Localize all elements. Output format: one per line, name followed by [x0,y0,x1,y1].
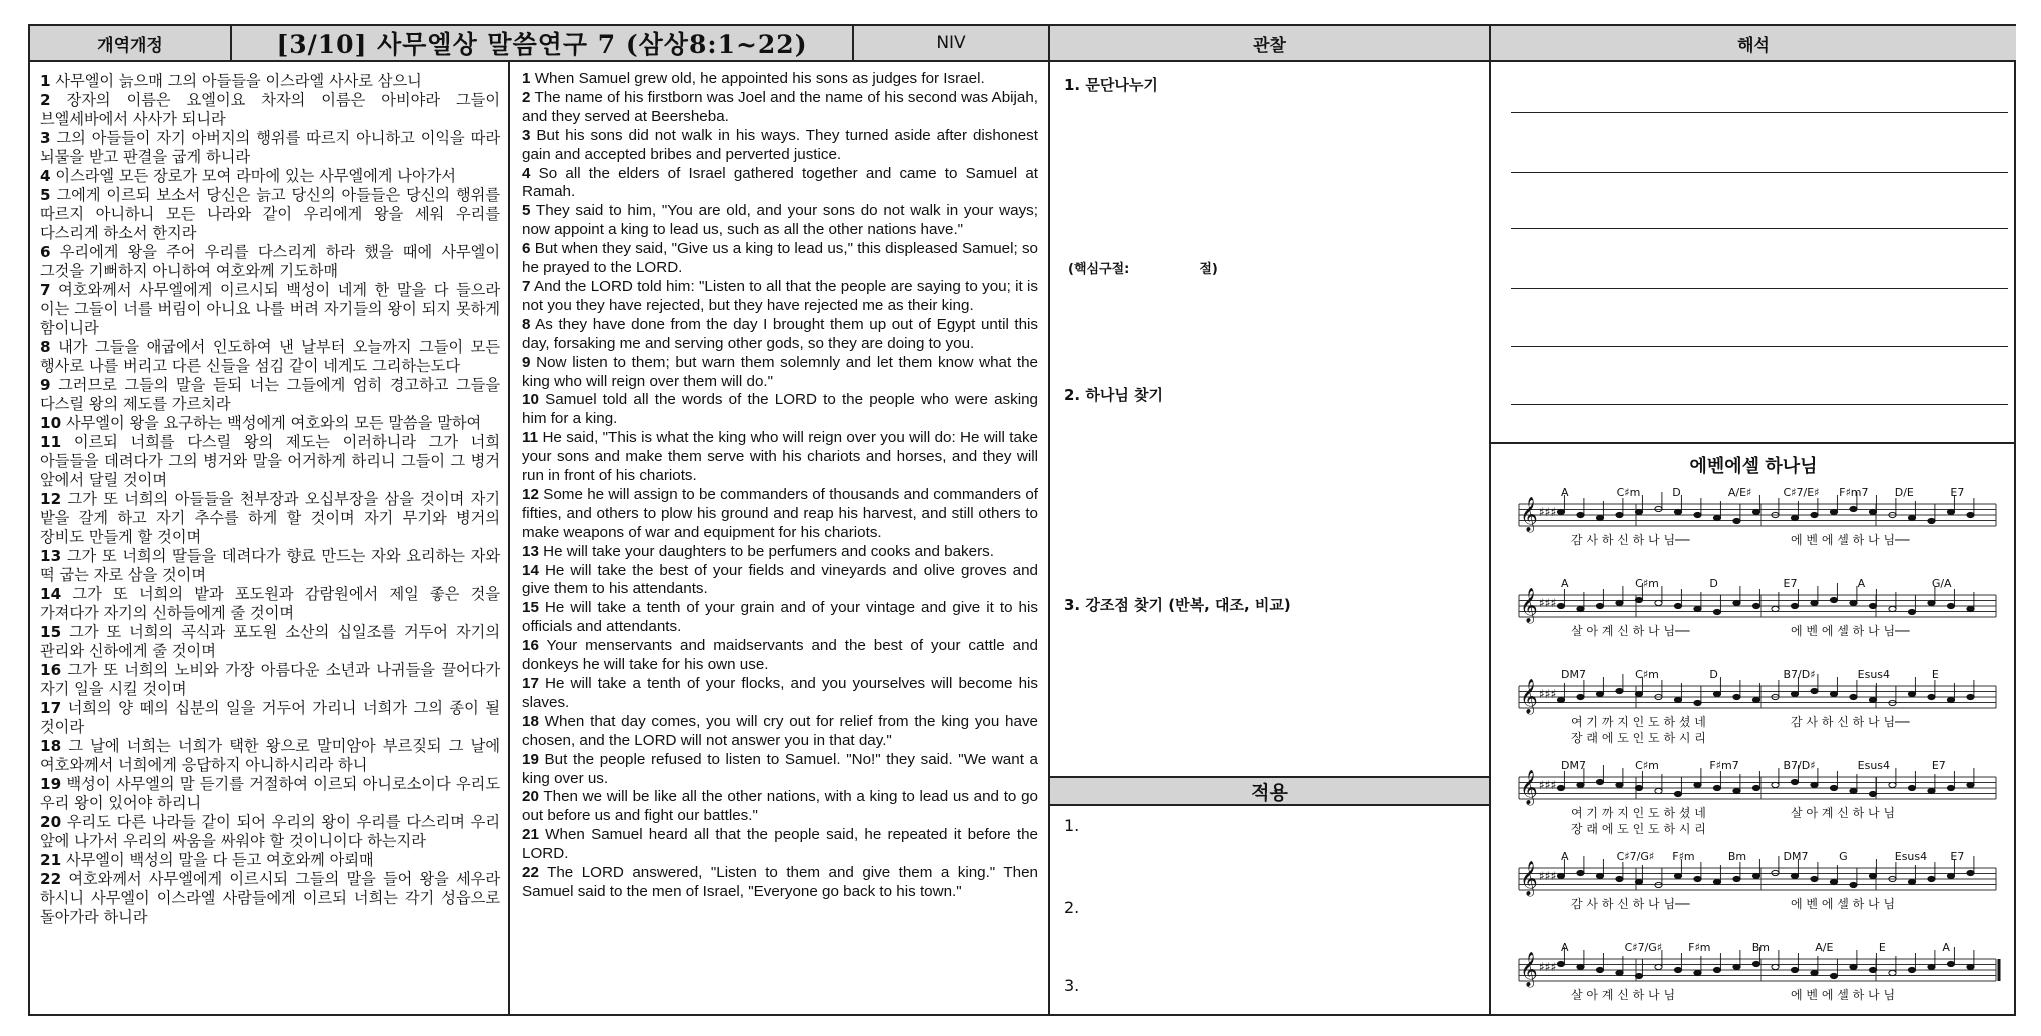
verse-text: 백성이 사무엘의 말 듣기를 거절하여 이르되 아니로소이다 우리도 우리 왕이 있어야 하리니 [40,775,500,812]
verse-number: 8 [522,315,531,333]
treble-clef-icon: 𝄞 [1520,770,1538,805]
verse-text: 너희의 양 떼의 십분의 일을 거두어 가리니 너희가 그의 종이 될 것이라 [40,699,501,736]
verse-number: 5 [522,202,531,220]
header-translation-kor: 개역개정 [30,26,232,62]
chord-label: E [1931,668,1939,681]
verse-number: 21 [40,851,62,869]
lyric-line: 감 사 하 신 하 나 님── [1791,715,1910,729]
eng-verse-7 [522,278,1038,316]
verse-text: 그가 또 너희의 밭과 포도원과 감람원에서 제일 좋은 것을 가져다가 자기의 신하들에게 줄 것이며 [40,585,501,622]
key-signature-icon: ♯♯♯ [1539,687,1557,701]
chord-label: F♯m7 [1709,759,1739,772]
chord-label: F♯m7 [1839,486,1869,499]
verse-number: 16 [522,637,539,655]
verse-number: 10 [40,414,62,432]
chord-label: C♯7/E♯ [1783,486,1820,499]
eng-verse-3 [522,127,1038,165]
verse-text: 그가 또 너희의 딸들을 데려다가 향료 만드는 자와 요리하는 자와 떡 굽는 자로 삼을 것이며 [40,547,501,584]
eng-verse-19 [522,751,1038,789]
lyric-line: 감 사 하 신 하 나 님── [1571,897,1690,911]
verse-text: 그러므로 그들의 말을 듣되 너는 그들에게 엄히 경고하고 그들을 다스릴 왕의 제도를 가르치라 [40,376,501,413]
kor-verse-20 [40,813,500,851]
verse-number: 4 [522,164,531,182]
verse-number: 1 [522,70,531,87]
verse-number: 20 [40,813,62,831]
music-system-2 [1519,577,1996,638]
verse-number: 2 [40,91,51,109]
kor-verse-21 [40,851,500,870]
key-signature-icon: ♯♯♯ [1539,596,1557,610]
eng-verse-17 [522,675,1038,713]
verse-number: 14 [40,585,62,603]
verse-number: 18 [522,712,539,730]
treble-clef-icon: 𝄞 [1520,679,1538,714]
lyric-line: 장 래 에 도 인 도 하 시 리 [1571,822,1706,836]
study-sheet [28,24,2016,1016]
verse-text: 그가 또 너희의 노비와 가장 아름다운 소년과 나귀들을 끌어다가 자기 일을 시킬 것이며 [40,661,501,698]
verse-text: But when they said, "Give us a king to lead us," this displeased Samuel; so he prayed to the LORD. [522,240,1038,277]
chord-label: F♯m [1688,941,1711,954]
eng-verse-13 [522,543,1038,562]
verse-text: Your menservants and maidservants and the best of your cattle and donkeys he will take for his own use. [522,637,1038,674]
chord-label: C♯m [1635,759,1659,772]
chord-label: A [1561,850,1569,863]
chord-label: B7/D♯ [1783,759,1816,772]
writing-line [1511,112,2008,113]
chord-label: C♯7/G♯ [1624,941,1663,954]
verse-number: 19 [522,750,539,768]
chord-label: C♯m [1635,668,1659,681]
verse-number: 13 [522,542,539,560]
chord-label: D [1709,668,1718,681]
verse-text: They said to him, "You are old, and your sons do not walk in your ways; now appoint a king to lead us, such as all the other nations have." [522,202,1038,239]
eng-verse-10 [522,391,1038,429]
application-header: 적용 [1050,776,1489,806]
verse-text: Now listen to them; but warn them solemnly and let them know what the king who will reign over them will do." [522,353,1038,390]
chord-label: C♯m [1635,577,1659,590]
kor-verse-9 [40,376,500,414]
verse-text: 장자의 이름은 요엘이요 차자의 이름은 아비야라 그들이 브엘세바에서 사사가 되니라 [40,91,500,128]
application-item-2: 2. [1064,898,1080,917]
lyric-line: 여 기 까 지 인 도 하 셨 네 [1571,715,1706,729]
verse-text: Then we will be like all the other nations, with a king to lead us and to go out before us and fight our battles." [522,788,1038,825]
eng-verse-22 [522,864,1038,902]
korean-text-column [30,62,510,1014]
verse-number: 15 [522,599,539,617]
lyric-line: 여 기 까 지 인 도 하 셨 네 [1571,806,1706,820]
verse-number: 1 [40,72,51,90]
verse-number: 20 [522,788,539,806]
chord-label: Bm [1751,941,1770,954]
treble-clef-icon: 𝄞 [1520,861,1538,896]
chord-label: D [1672,486,1681,499]
application-item-3: 3. [1064,976,1080,995]
verse-text: When Samuel heard all that the people said, he repeated it before the LORD. [522,826,1038,863]
kor-verse-1 [40,72,500,91]
verse-text: 사무엘이 백성의 말을 다 듣고 여호와께 아뢰매 [65,851,374,869]
lyric-line: 살 아 계 신 하 나 님 [1791,806,1896,820]
key-signature-icon: ♯♯♯ [1539,505,1557,519]
writing-line [1511,346,2008,347]
key-signature-icon: ♯♯♯ [1539,960,1557,974]
verse-text: 이스라엘 모든 장로가 모여 라마에 있는 사무엘에게 나아가서 [55,167,456,185]
treble-clef-icon: 𝄞 [1520,952,1538,987]
verse-number: 11 [40,433,62,451]
key-signature-icon: ♯♯♯ [1539,869,1557,883]
header-interpretation: 해석 [1491,26,2016,62]
eng-verse-11 [522,429,1038,486]
verse-text: The LORD answered, "Listen to them and give them a king." Then Samuel said to the men of Israel, "Everyone go back to his town." [522,864,1038,900]
verse-text: Some he will assign to be commanders of thousands and commanders of fifties, and others to plow his ground and reap his harvest, and still others to make weapons of war and equipment for his chariots. [522,485,1038,541]
hymn-sheet-music [1491,442,2016,1014]
chord-label: E7 [1931,759,1946,772]
kor-verse-6 [40,243,500,281]
verse-number: 22 [522,864,539,882]
verse-number: 17 [40,699,62,717]
verse-number: 12 [522,485,539,503]
lyric-line: 장 래 에 도 인 도 하 시 리 [1571,731,1706,745]
application-item-1: 1. [1064,816,1080,835]
chord-label: D/E [1894,486,1914,499]
writing-line [1511,172,2008,173]
verse-text: 내가 그들을 애굽에서 인도하여 낸 날부터 오늘까지 그들이 모든 행사로 나를 버리고 다른 신들을 섬김 같이 네게도 그리하는도다 [40,338,501,375]
kor-verse-7 [40,281,500,338]
verse-text: 우리도 다른 나라들 같이 되어 우리의 왕이 우리를 다스리며 우리 앞에 나가서 우리의 싸움을 싸워야 할 것이니이다 하는지라 [40,813,501,850]
verse-text: Samuel told all the words of the LORD to the people who were asking him for a king. [522,391,1038,428]
verse-number: 2 [522,88,531,106]
chord-label: A [1857,577,1866,590]
verse-number: 6 [522,240,531,258]
treble-clef-icon: 𝄞 [1520,497,1538,532]
hymn-title: 에벤에셀 하나님 [1689,456,1818,477]
kor-verse-18 [40,737,500,775]
verse-text: And the LORD told him: "Listen to all that the people are saying to you; it is not you they have rejected, but they have rejected me as their king. [522,277,1038,314]
verse-text: He will take a tenth of your grain and of your vintage and give it to his officials and attendants. [522,599,1038,636]
treble-clef-icon: 𝄞 [1520,588,1538,623]
eng-verse-9 [522,354,1038,392]
eng-verse-14 [522,562,1038,600]
music-system-5 [1519,850,1996,911]
verse-number: 9 [40,376,51,394]
chord-label: DM7 [1561,668,1586,681]
kor-verse-22 [40,870,500,927]
verse-text: But the people refused to listen to Samuel. "No!" they said. "We want a king over us. [522,750,1038,787]
english-text-column [510,62,1050,1014]
chord-label: A [1561,486,1569,499]
chord-label: E [1878,941,1886,954]
eng-verse-8 [522,316,1038,354]
eng-verse-15 [522,599,1038,637]
verse-number: 12 [40,490,62,508]
chord-label: E7 [1950,486,1965,499]
kor-verse-4 [40,167,500,186]
kor-verse-10 [40,414,500,433]
page-title: [3/10] 사무엘상 말씀연구 7 (삼상8:1~22) [232,26,854,62]
chord-label: B7/D♯ [1783,668,1816,681]
verse-text: The name of his firstborn was Joel and the name of his second was Abijah, and they served at Beersheba. [522,88,1038,125]
verse-text: He will take the best of your fields and vineyards and olive groves and give them to his attendants. [522,561,1038,598]
verse-text: He said, "This is what the king who will reign over you will do: He will take your sons and make them serve with his chariots and horses, and they will run in front of his chariots. [522,429,1038,485]
chord-label: Esus4 [1894,850,1928,863]
eng-verse-18 [522,713,1038,751]
lyric-line: 살 아 계 신 하 나 님── [1571,624,1690,638]
verse-text: 그 날에 너희는 너희가 택한 왕으로 말미암아 부르짖되 그 날에 여호와께서 너희에게 응답하지 아니하시리라 하니 [40,737,501,774]
kor-verse-15 [40,623,500,661]
observation-item-2: 2. 하나님 찾기 [1064,386,1164,404]
verse-text: 이르되 너희를 다스릴 왕의 제도는 이러하니라 그가 너희 아들들을 데려다가 그의 병거와 말을 어거하게 하리니 그들이 그 병거 앞에서 달릴 것이며 [40,433,501,489]
verse-text: 그에게 이르되 보소서 당신은 늙고 당신의 아들들은 당신의 행위를 따르지 아니하니 모든 나라와 같이 우리에게 왕을 세워 우리를 다스리게 하소서 한지라 [40,186,500,242]
kor-verse-12 [40,490,500,547]
verse-number: 18 [40,737,62,755]
kor-verse-16 [40,661,500,699]
kor-verse-19 [40,775,500,813]
lyric-line: 감 사 하 신 하 나 님── [1571,533,1690,547]
eng-verse-12 [522,486,1038,543]
lyric-line: 살 아 계 신 하 나 님 [1571,988,1676,1002]
verse-text: When Samuel grew old, he appointed his sons as judges for Israel. [534,70,985,87]
observation-column [1050,62,1491,1014]
chord-label: A [1561,941,1569,954]
verse-text: 사무엘이 늙으매 그의 아들들을 이스라엘 사사로 삼으니 [55,72,422,90]
key-signature-icon: ♯♯♯ [1539,778,1557,792]
observation-item-3: 3. 강조점 찾기 (반복, 대조, 비교) [1064,596,1291,614]
verse-text: 우리에게 왕을 주어 우리를 다스리게 하라 했을 때에 사무엘이 그것을 기뻐하지 아니하여 여호와께 기도하매 [40,243,500,280]
verse-text: 사무엘이 왕을 요구하는 백성에게 여호와의 모든 말씀을 말하여 [65,414,482,432]
verse-text: When that day comes, you will cry out for relief from the king you have chosen, and the LORD will not answer you in that day." [522,712,1038,749]
chord-label: A/E♯ [1727,486,1752,499]
chord-label: A [1942,941,1950,954]
verse-number: 15 [40,623,62,641]
lyric-line: 에 벤 에 셀 하 나 님── [1791,624,1910,638]
verse-number: 13 [40,547,62,565]
music-system-1 [1519,486,1996,547]
verse-number: 11 [522,429,539,447]
sheet-music-staves [1491,476,2012,1014]
lyric-line: 에 벤 에 셀 하 나 님── [1791,533,1910,547]
chord-label: DM7 [1561,759,1586,772]
eng-verse-2 [522,89,1038,127]
kor-verse-5 [40,186,500,243]
verse-number: 8 [40,338,51,356]
verse-number: 17 [522,675,539,692]
lyric-line: 에 벤 에 셀 하 나 님 [1791,897,1896,911]
chord-label: C♯m [1616,486,1641,499]
verse-number: 3 [40,129,51,147]
chord-label: F♯m [1672,850,1695,863]
kor-verse-14 [40,585,500,623]
verse-number: 21 [522,826,539,844]
verse-text: But his sons did not walk in his ways. They turned aside after dishonest gain and accepted bribes and perverted justice. [522,126,1038,163]
header-translation-eng: NIV [854,26,1050,62]
lyric-line: 에 벤 에 셀 하 나 님 [1791,988,1896,1002]
verse-text: 그가 또 너희의 곡식과 포도원 소산의 십일조를 거두어 자기의 관리와 신하에게 줄 것이며 [40,623,501,660]
verse-text: He will take your daughters to be perfumers and cooks and bakers. [543,542,994,560]
verse-number: 14 [522,561,539,579]
kor-verse-13 [40,547,500,585]
eng-verse-5 [522,202,1038,240]
header-observation: 관찰 [1050,26,1491,62]
kor-verse-17 [40,699,500,737]
chord-label: E7 [1783,577,1798,590]
verse-number: 3 [522,126,531,144]
key-verse-label: (핵심구절: 절) [1068,262,1218,277]
verse-number: 22 [40,870,62,888]
eng-verse-6 [522,240,1038,278]
verse-number: 9 [522,353,531,371]
verse-number: 7 [522,277,531,295]
verse-number: 5 [40,186,51,204]
observation-item-1: 1. 문단나누기 [1064,76,1158,94]
interpretation-column [1491,62,2016,1014]
eng-verse-20 [522,788,1038,826]
chord-label: A [1561,577,1569,590]
kor-verse-11 [40,433,500,490]
eng-verse-4 [522,165,1038,203]
verse-number: 19 [40,775,62,793]
verse-text: As they have done from the day I brought them up out of Egypt until this day, forsaking me and serving other gods, so they are doing to you. [522,315,1038,352]
verse-text: 그가 또 너희의 아들들을 천부장과 오십부장을 삼을 것이며 자기 밭을 갈게 하고 자기 추수를 하게 할 것이며 자기 무기와 병거의 장비도 만들게 할 것이며 [40,490,501,546]
chord-label: A/E [1815,941,1834,954]
kor-verse-3 [40,129,500,167]
kor-verse-8 [40,338,500,376]
chord-label: DM7 [1783,850,1809,863]
verse-text: He will take a tenth of your flocks, and you yourselves will become his slaves. [522,675,1038,711]
chord-label: Bm [1727,850,1747,863]
music-system-4 [1519,759,1996,836]
verse-number: 4 [40,167,51,185]
verse-number: 16 [40,661,62,679]
chord-label: C♯7/G♯ [1616,850,1655,863]
chord-label: G [1839,850,1848,863]
eng-verse-21 [522,826,1038,864]
writing-line [1511,404,2008,405]
verse-text: 그의 아들들이 자기 아버지의 행위를 따르지 아니하고 이익을 따라 뇌물을 받고 판결을 굽게 하니라 [40,129,500,166]
verse-number: 7 [40,281,51,299]
verse-text: 여호와께서 사무엘에게 이르시되 그들의 말을 들어 왕을 세우라 하시니 사무엘이 이스라엘 사람들에게 이르되 너희는 각기 성읍으로 돌아가라 하니라 [40,870,501,926]
writing-line [1511,288,2008,289]
verse-text: 여호와께서 사무엘에게 이르시되 백성이 네게 한 말을 다 들으라 이는 그들이 너를 버림이 아니요 나를 버려 자기들의 왕이 되지 못하게 함이니라 [40,281,501,337]
verse-number: 10 [522,391,539,409]
kor-verse-2 [40,91,500,129]
chord-label: Esus4 [1857,668,1891,681]
chord-label: G/A [1931,577,1952,590]
chord-label: D [1709,577,1718,590]
music-system-6 [1519,941,1999,1002]
eng-verse-16 [522,637,1038,675]
eng-verse-1 [522,70,1038,89]
writing-line [1511,228,2008,229]
verse-text: So all the elders of Israel gathered together and came to Samuel at Ramah. [522,164,1038,201]
chord-label: Esus4 [1857,759,1891,772]
chord-label: E7 [1950,850,1965,863]
verse-number: 6 [40,243,51,261]
music-system-3 [1519,668,1996,745]
